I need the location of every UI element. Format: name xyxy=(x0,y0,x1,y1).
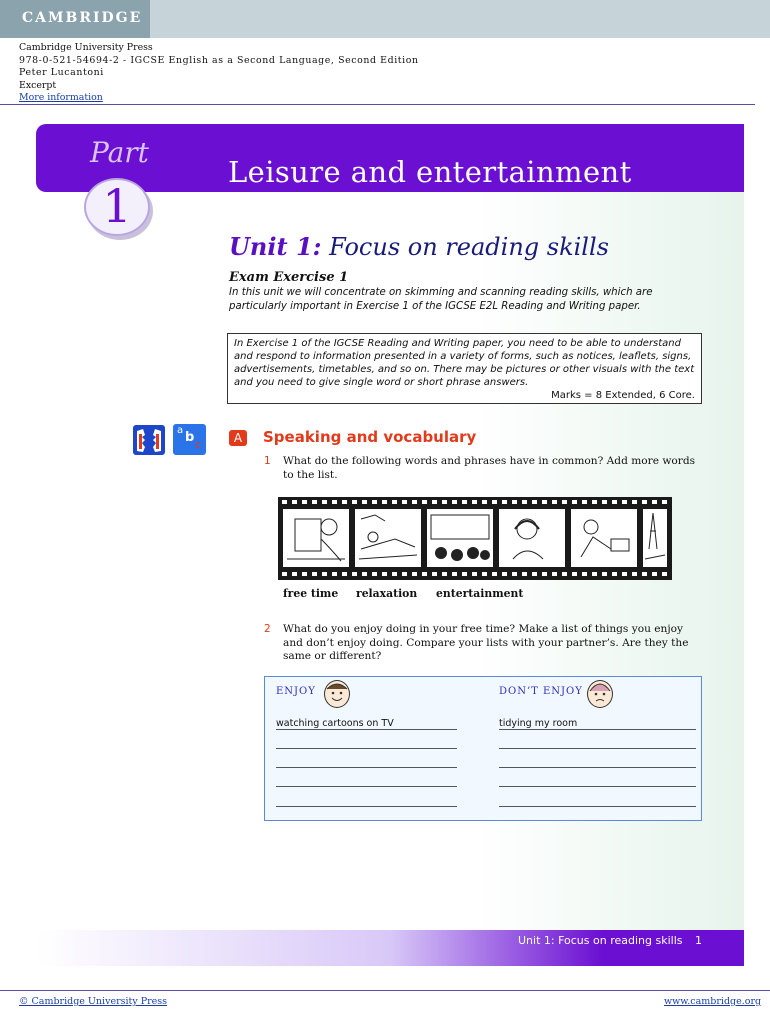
book-metadata xyxy=(19,42,419,105)
exam-exercise-title: Exam Exercise 1 xyxy=(229,270,349,285)
question-2-number: 2 xyxy=(264,623,271,635)
section-title: Speaking and vocabulary xyxy=(263,428,477,446)
section-letter-badge: A xyxy=(229,430,247,446)
more-information-link[interactable]: More information xyxy=(19,92,103,104)
film-holes-bottom xyxy=(282,572,668,576)
top-banner xyxy=(0,0,770,38)
unhappy-girl-icon xyxy=(587,680,613,708)
enjoy-heading: ENJOY xyxy=(276,686,316,697)
info-text: In Exercise 1 of the IGCSE Reading and Writing paper, you need to be able to understand and respond to information presented in a variety of forms, such as notices, leaflets, signs, advertisements, timetables, and so on. There may be pictures or other visuals with the text and you need to give single word or short phrase answers. xyxy=(234,338,695,388)
happy-boy-icon xyxy=(324,680,350,708)
film-frame-concert xyxy=(426,508,494,568)
film-strip-image xyxy=(278,497,672,580)
copyright-link[interactable]: © Cambridge University Press xyxy=(19,996,168,1007)
enjoy-line-1 xyxy=(276,729,457,730)
part-title: Leisure and entertainment xyxy=(228,155,632,189)
dont-enjoy-line-4 xyxy=(499,786,696,787)
enjoy-example: watching cartoons on TV xyxy=(276,718,394,729)
speaking-faces-icon xyxy=(133,425,165,455)
dont-enjoy-line-3 xyxy=(499,767,696,768)
unit-label: Unit 1: xyxy=(229,232,322,261)
dont-enjoy-line-1 xyxy=(499,729,696,730)
word-entertainment: entertainment xyxy=(436,587,524,600)
info-box xyxy=(227,333,702,404)
marks-text: Marks = 8 Extended, 6 Core. xyxy=(551,390,695,401)
unit-title xyxy=(229,232,609,261)
dont-enjoy-heading: DON’T ENJOY xyxy=(499,686,583,697)
publisher: Cambridge University Press xyxy=(19,42,153,53)
header-divider xyxy=(0,104,755,105)
question-2-text: What do you enjoy doing in your free time? Make a list of things you enjoy and don’t enjoy doing. Compare your lists with your partner’s. Are they the same or different? xyxy=(283,623,689,662)
question-1-text: What do the following words and phrases have in common? Add more words to the list. xyxy=(283,455,696,481)
footer-divider xyxy=(0,990,770,991)
enjoy-line-4 xyxy=(276,786,457,787)
vocabulary-abc-icon xyxy=(173,424,206,455)
unit-name: Focus on reading skills xyxy=(321,233,609,261)
word-relaxation: relaxation xyxy=(356,587,418,600)
author: Peter Lucantoni xyxy=(19,67,104,79)
dont-enjoy-line-5 xyxy=(499,806,696,807)
part-number-badge: 1 xyxy=(84,178,150,236)
enjoy-line-5 xyxy=(276,806,457,807)
abc-b-glyph: b xyxy=(185,430,195,445)
cambridge-logo: CAMBRIDGE xyxy=(0,0,150,38)
film-frame-listening xyxy=(498,508,566,568)
film-frame-reading xyxy=(282,508,350,568)
enjoy-line-2 xyxy=(276,748,457,749)
abc-c-glyph: c xyxy=(195,438,202,451)
question-1-number: 1 xyxy=(264,455,271,467)
dont-enjoy-line-2 xyxy=(499,748,696,749)
page-number: 1 xyxy=(695,934,702,947)
website-link[interactable]: www.cambridge.org xyxy=(664,996,762,1007)
dont-enjoy-example: tidying my room xyxy=(499,718,578,729)
enjoy-line-3 xyxy=(276,767,457,768)
film-frame-relaxing xyxy=(354,508,422,568)
film-frame-games xyxy=(570,508,638,568)
film-holes-top xyxy=(282,500,668,504)
film-frame-travel xyxy=(642,508,668,568)
exam-description: In this unit we will concentrate on skimming and scanning reading skills, which are particularly important in Exercise 1 of the IGCSE E2L Reading and Writing paper. xyxy=(229,287,653,312)
part-label: Part xyxy=(90,136,149,169)
word-free-time: free time xyxy=(283,587,339,600)
abc-a-glyph: a xyxy=(177,425,184,436)
isbn-title: 978-0-521-54694-2 - IGCSE English as a Second Language, Second Edition xyxy=(19,54,419,66)
excerpt-label: Excerpt xyxy=(19,79,57,91)
running-title: Unit 1: Focus on reading skills xyxy=(518,934,683,947)
